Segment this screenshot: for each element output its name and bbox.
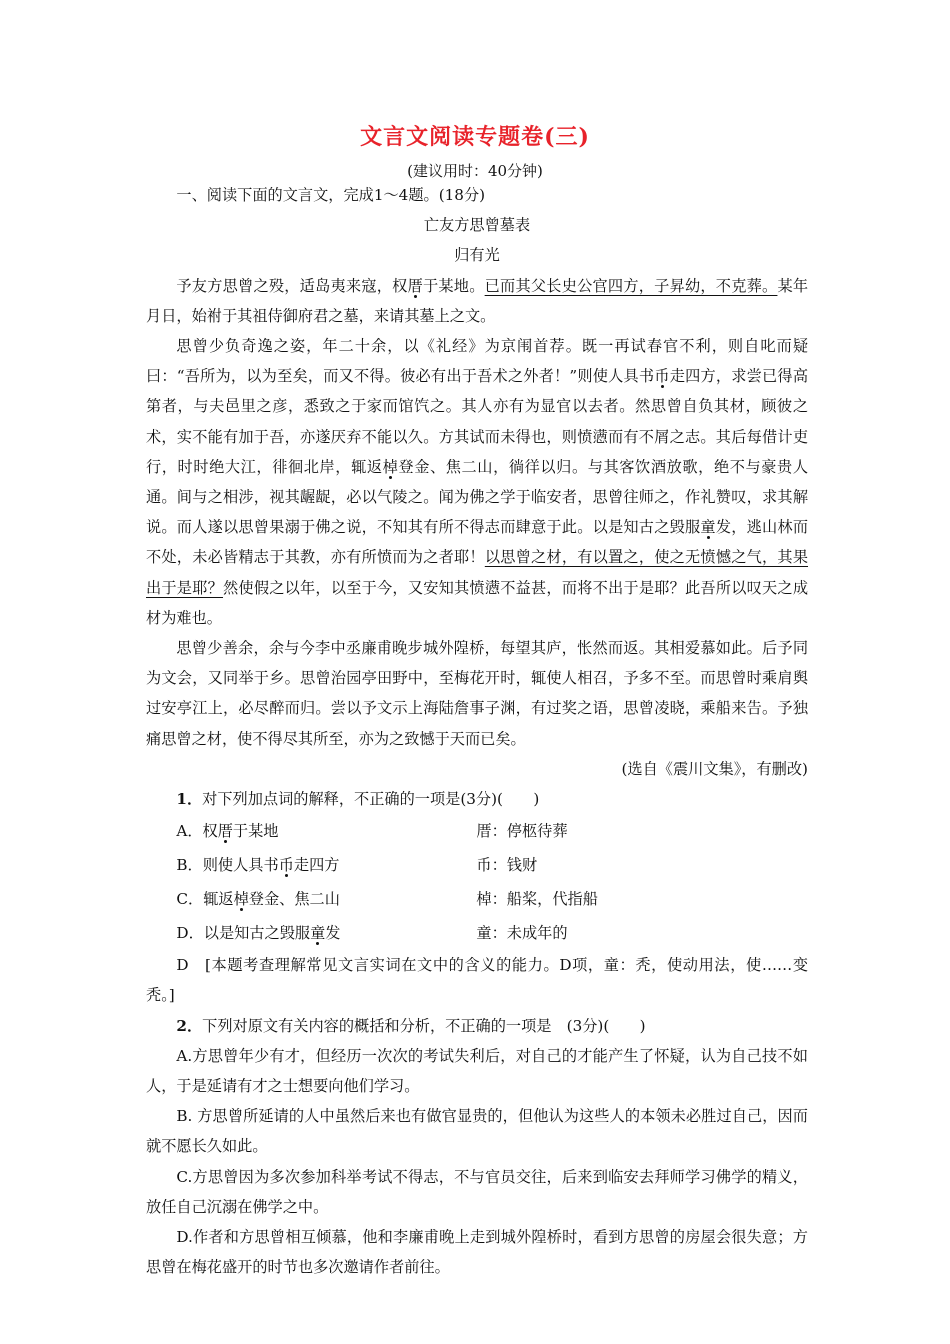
text-span: A．权: [176, 822, 218, 841]
underlined-sentence: 已而其父长史公官四方，子昇幼，不克葬。: [484, 276, 778, 295]
passage-paragraph-1: [146, 271, 808, 331]
question-text: 下列对原文有关内容的概括和分析，不正确的一项是 (3分)( ): [202, 1016, 646, 1035]
option-text: [176, 848, 476, 882]
underlined-sentence: 以思曾之材，有以置之，使之无愤憾之气，其果出于是耶？: [146, 548, 809, 597]
option-gloss: 童：未成年的: [476, 924, 568, 943]
dotted-word: 币: [278, 856, 294, 875]
text-span: 然使假之以年，以至于今，又安知其愤懑不益甚，而将不出于是耶？此吾所以叹天之成材为难也。: [146, 578, 809, 627]
text-span: 某年月日，始祔于其祖侍御府君之墓，来请其墓上之文。: [146, 276, 809, 325]
option-gloss: 棹：船桨，代指船: [476, 890, 598, 909]
content: [146, 180, 808, 1283]
text-span: 走四方: [293, 856, 340, 875]
text-span: 登金、焦二山，徜徉以归。与其客饮酒放歌，绝不与豪贵人通。间与之相涉，视其龌龊，必以气陵之。闻为佛之学于临安者，思曾往师之，作礼赞叹，求其解说。而人遂以思曾果溺于佛之说，不知其有所不得志而肆意于此。以是知古之毁服: [146, 457, 809, 537]
text-span: 予友方思曾之殁，适岛夷来寇，权: [176, 276, 408, 295]
question-number: 2．: [176, 1016, 203, 1035]
passage-source: (选自《震川文集》，有删改): [621, 759, 808, 778]
q2-option-c: C.方思曾因为多次参加科举考试不得志，不与官员交往，后来到临安去拜师学习佛学的精义，放任自己沉溺在佛学之中。: [146, 1167, 808, 1216]
option-text: [176, 882, 476, 916]
page-title: 文言文阅读专题卷(三): [360, 124, 590, 150]
passage-title: 亡友方思曾墓表: [423, 216, 531, 235]
q2-option-d: D.作者和方思曾相互倾慕，他和李廉甫晚上走到城外隍桥时，看到方思曾的房屋会很失意；方思曾在梅花盛开的时节也多次邀请作者前往。: [146, 1228, 808, 1277]
text-span: 发: [325, 924, 341, 943]
option-text: [176, 814, 476, 848]
q2-option-a: A.方思曾年少有才，但经历一次次的考试失利后，对自己的才能产生了怀疑，认为自己技不如人，于是延请有才之士想要向他们学习。: [146, 1046, 808, 1096]
question-number: 1．: [176, 790, 203, 809]
text-span: 思曾少负奇逸之姿，年二十余，以《礼经》为京闱首荐。既一再试春官不利，则自叱而疑曰：“吾所为，以为至矣，而又不得。彼必有出于吾术之外者！”则使人具书: [146, 337, 808, 386]
dotted-word: 棹: [382, 457, 399, 476]
text-span: 于某地。: [422, 276, 485, 295]
passage-author: 归有光: [454, 246, 500, 265]
text-span: 登金、焦二山: [248, 890, 340, 909]
q1-option-c: [146, 882, 808, 916]
q1-option-d: [146, 916, 808, 950]
text-span: 发，逃山林而不处，未必皆精志于其教，亦有所愤而为之者耶！: [146, 518, 809, 567]
option-gloss: 厝：停柩待葬: [476, 822, 568, 841]
question-1-stem: [146, 784, 808, 814]
text-span: B．则使人具书: [176, 856, 279, 875]
dotted-word: 童: [700, 518, 716, 537]
dotted-word: 厝: [407, 276, 423, 295]
option-text: [176, 916, 476, 950]
dotted-word: 厝: [217, 822, 233, 841]
text-span: 于某地: [232, 822, 279, 841]
q1-option-b: [146, 848, 808, 882]
dotted-word: 币: [654, 367, 670, 386]
text-span: 走四方，求尝已得高第者，与夫邑里之彦，悉致之于家而馆饩之。其人亦有为显官以去者。然思曾自负其材，顾彼之术，实不能有加于吾，亦遂厌弃不能以久。方其试而未得也，则愤懑而有不屑之志。其后每借计吏行，时时绝大江，徘徊北岸，辄返: [146, 367, 809, 476]
text-span: D．以是知古之毁服: [176, 924, 311, 943]
question-text: 对下列加点词的解释，不正确的一项是(3分)( ): [202, 790, 540, 809]
passage-paragraph-2: [146, 331, 808, 633]
question-1-answer: [146, 950, 808, 1010]
dotted-word: 棹: [233, 890, 249, 909]
question-2-stem: [146, 1011, 808, 1041]
time-suggestion: (建议用时：40分钟): [407, 162, 543, 180]
q1-option-a: [146, 814, 808, 848]
dotted-word: 童: [310, 924, 326, 943]
answer-explanation: [本题考查理解常见文言实词在文中的含义的能力。D项，童：秃，使动用法，使……变秃。]: [146, 956, 809, 1005]
text-span: C．辄返: [176, 890, 234, 909]
answer-letter: D: [176, 956, 189, 975]
passage-paragraph-3: 思曾少善余，余与今李中丞廉甫晚步城外隍桥，每望其庐，怅然而返。其相爱慕如此。后予同为文会，又同举于乡。思曾治园亭田野中，至梅花开时，辄使人相召，予多不至。而思曾时乘肩舆过安亭江上，必尽醉而归。尝以予文示上海陆詹事子渊，有过奖之语，思曾凌晓，乘船来告。予独痛思曾之材，使不得尽其所至，亦为之致憾于天而已矣。: [146, 639, 808, 748]
section-intro: 一、阅读下面的文言文，完成1～4题。(18分): [176, 186, 486, 204]
q2-option-b: B. 方思曾所延请的人中虽然后来也有做官显贵的，但他认为这些人的本领未必胜过自己，因而就不愿长久如此。: [146, 1107, 808, 1156]
option-gloss: 币：钱财: [476, 856, 538, 875]
